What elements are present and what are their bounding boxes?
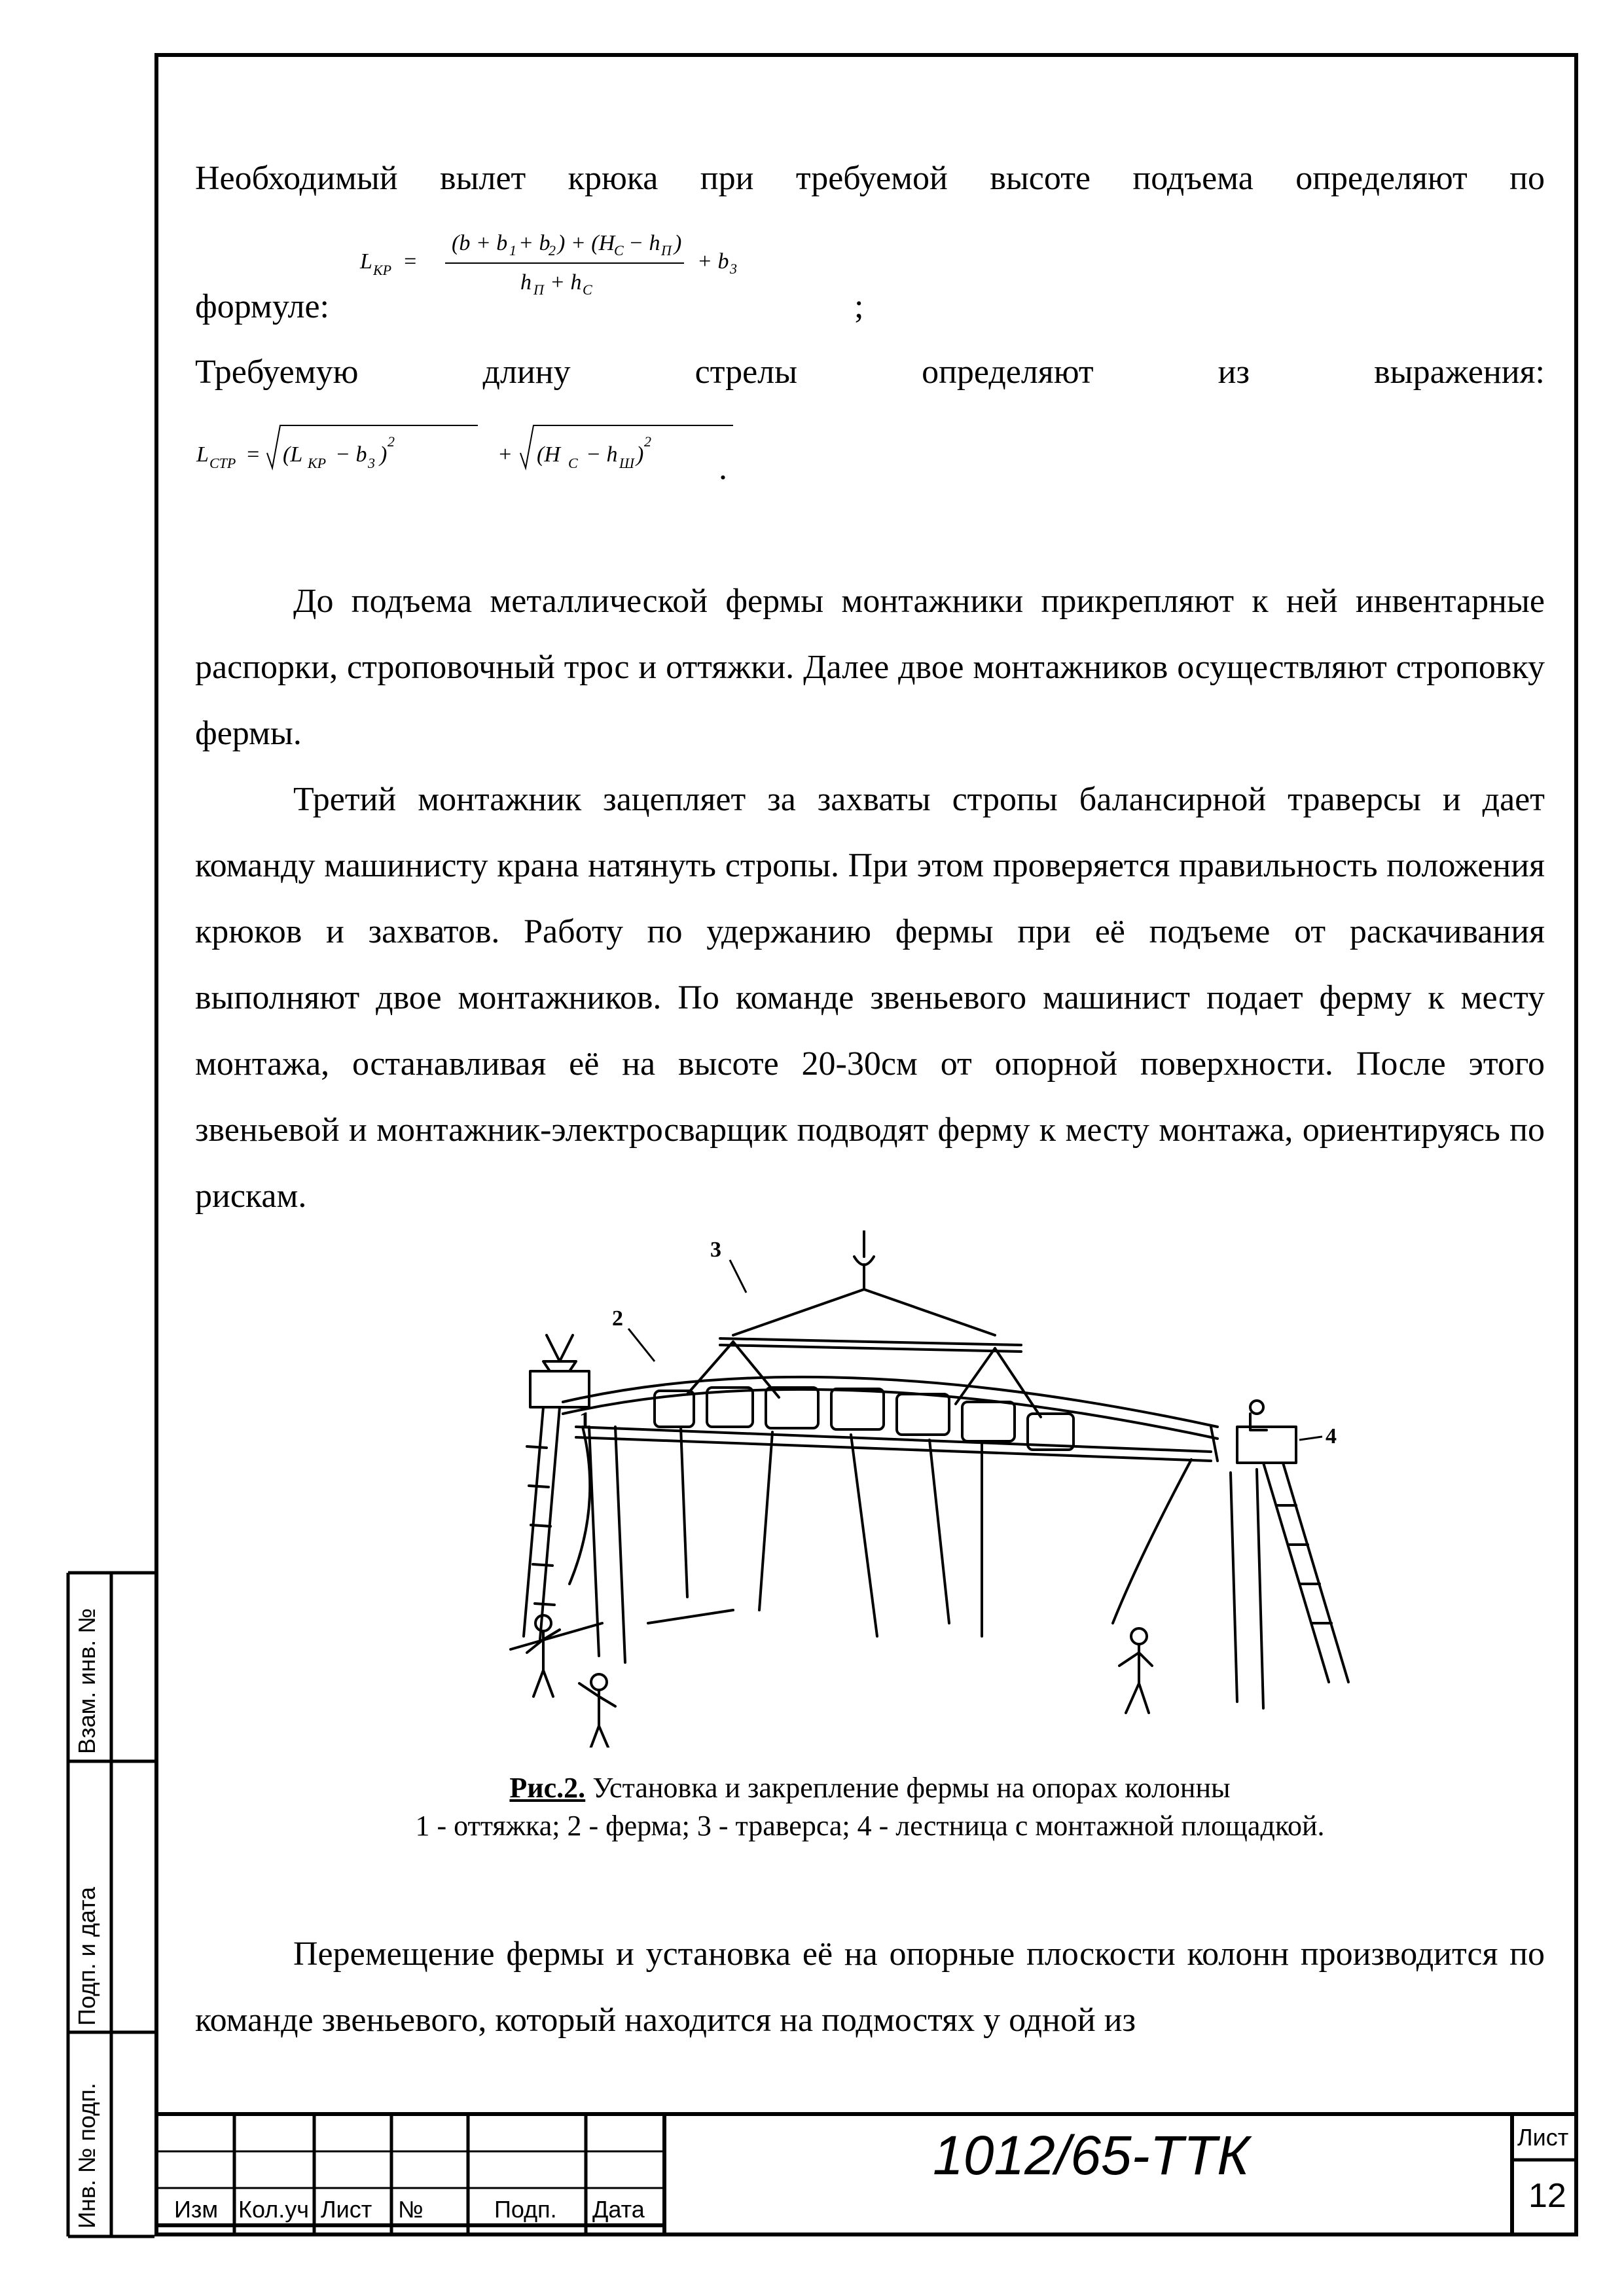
svg-text:3: 3	[730, 260, 737, 277]
svg-text:CTP: CTP	[209, 455, 236, 471]
paragraph-2-line-1: Требуемую длину стрелы определяют из выражения:	[195, 353, 1545, 391]
formula-1-semicolon: ;	[854, 288, 864, 325]
svg-text:C: C	[614, 242, 624, 259]
svg-text:(L: (L	[283, 442, 303, 467]
svg-text:C: C	[583, 281, 592, 298]
figure-legend: 1 - оттяжка; 2 - ферма; 3 - траверса; 4 - лестница с монтажной площадкой.	[415, 1810, 1325, 1842]
sheet-number: 12	[1528, 2177, 1566, 2215]
svg-text:) + (H: ) + (H	[558, 231, 615, 255]
svg-text:=: =	[245, 442, 261, 467]
svg-text:L: L	[360, 249, 372, 274]
svg-text:KP: KP	[373, 262, 392, 278]
svg-text:=: =	[403, 249, 418, 274]
paragraph-1-line-1: Необходимый вылет крюка при требуемой высоте подъема определяют по	[195, 160, 1545, 197]
stamp-vzam-inv: Взам. инв. №	[73, 1607, 100, 1754]
svg-text:2: 2	[549, 242, 556, 259]
tb-header-list: Лист	[321, 2196, 372, 2223]
svg-text:2: 2	[388, 433, 395, 450]
paragraph-1-line-2: формуле:	[195, 288, 330, 325]
tb-header-data: Дата	[592, 2196, 645, 2223]
document-code: 1012/65-ТТК	[933, 2125, 1250, 2186]
paragraph-3: До подъема металлической фермы монтажники прикрепляют к ней инвентарные распорки, строповочный трос и оттяжки. Далее двое монтажников осуществляют строповку фермы.	[195, 583, 1545, 752]
svg-text:− b: − b	[335, 442, 367, 467]
svg-text:C: C	[568, 455, 578, 471]
svg-text:3: 3	[368, 455, 375, 471]
svg-text:): )	[674, 231, 682, 255]
callout-1: 1	[579, 1408, 590, 1432]
svg-text:+ b: + b	[518, 231, 550, 255]
svg-text:П: П	[533, 281, 544, 298]
stamp-podp-data: Подп. и дата	[73, 1886, 100, 2026]
svg-text:L: L	[196, 442, 209, 467]
tb-header-nomer: №	[398, 2196, 424, 2223]
svg-text:(b + b: (b + b	[452, 231, 508, 255]
svg-text:+: +	[497, 442, 513, 467]
svg-text:): )	[636, 442, 644, 467]
svg-text:(H: (H	[537, 442, 560, 467]
stamp-inv-podp: Инв. № подп.	[73, 2083, 100, 2229]
svg-text:1: 1	[509, 242, 516, 259]
svg-text:+ h: + h	[550, 270, 582, 295]
tb-header-podp: Подп.	[494, 2196, 557, 2223]
svg-text:П: П	[661, 242, 672, 259]
callout-3: 3	[710, 1238, 721, 1262]
tb-header-izm: Изм	[174, 2196, 219, 2223]
svg-text:): )	[380, 442, 388, 467]
svg-text:Ш: Ш	[619, 455, 634, 471]
sheet-label: Лист	[1517, 2124, 1569, 2151]
svg-text:− h: − h	[628, 231, 660, 255]
svg-text:+ b: + b	[697, 249, 729, 274]
formula-2-period: .	[719, 450, 727, 487]
svg-text:− h: − h	[586, 442, 618, 467]
figure-title: Установка и закрепление фермы на опорах колонны	[585, 1772, 1231, 1804]
figure-label: Рис.2.	[509, 1772, 586, 1804]
paragraph-5: Перемещение фермы и установка её на опорные плоскости колонн производится по команде звеньевого, который находится на подмостях у одной из	[195, 1935, 1545, 2039]
tb-header-kol-uch: Кол.уч	[238, 2196, 309, 2223]
svg-text:h: h	[520, 270, 532, 295]
paragraph-4: Третий монтажник зацепляет за захваты стропы балансирной траверсы и дает команду машинисту крана натянуть стропы. При этом проверяется правильность положения крюков и захватов. Работу по удержанию фермы при её подъеме от раскачивания выполняют двое монтажников. По команде звеньевого машинист подает ферму к месту монтажа, останавливая её на высоте 20-30см от опорной поверхности. После этого звеньевой и монтажник-электросварщик подводят ферму к месту монтажа, ориентируясь по рискам.	[195, 781, 1545, 1215]
callout-2: 2	[612, 1306, 623, 1331]
callout-4: 4	[1326, 1424, 1337, 1448]
svg-text:2: 2	[644, 433, 651, 450]
svg-text:KP: KP	[308, 455, 327, 471]
